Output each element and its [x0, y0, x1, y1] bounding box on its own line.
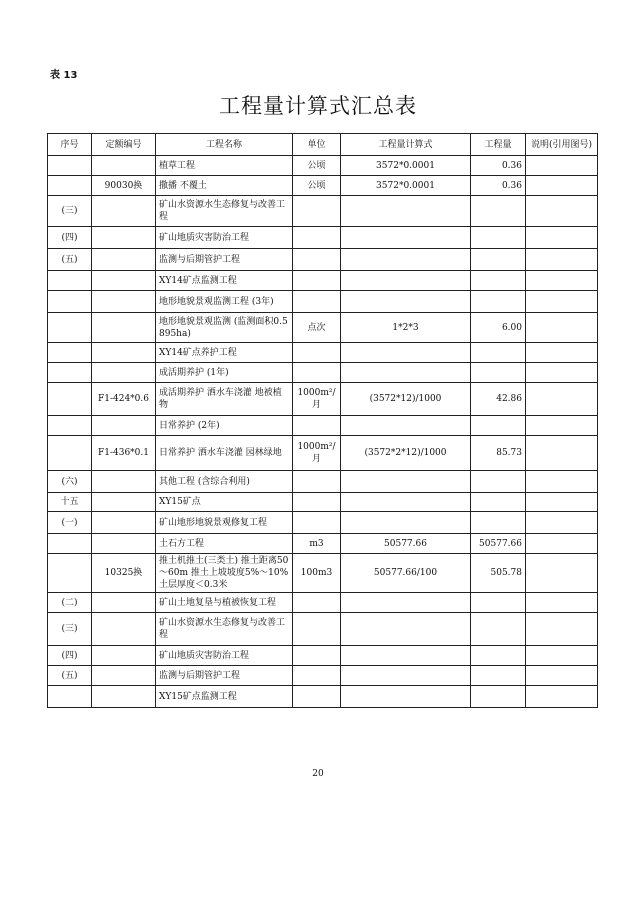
cell-project-name: 矿山地形地貌景观修复工程	[156, 512, 293, 534]
cell-quantity: 50577.66	[471, 534, 526, 554]
cell-project-name: 土石方工程	[156, 534, 293, 554]
cell-project-name: 成活期养护 (1年)	[156, 363, 293, 383]
cell-unit	[293, 512, 341, 534]
table-row	[48, 363, 598, 383]
table-row	[48, 436, 598, 471]
cell-quantity	[471, 471, 526, 493]
cell-quota-code	[92, 227, 156, 249]
cell-quantity	[471, 343, 526, 363]
cell-index: (四)	[48, 227, 92, 249]
cell-unit	[293, 686, 341, 708]
cell-formula	[341, 416, 471, 436]
cell-project-name: 矿山水资源水生态修复与改善工程	[156, 196, 293, 227]
cell-quota-code	[92, 291, 156, 313]
cell-formula: 50577.66/100	[341, 554, 471, 593]
cell-formula: 1*2*3	[341, 313, 471, 343]
cell-unit	[293, 249, 341, 271]
table-row	[48, 227, 598, 249]
cell-formula	[341, 363, 471, 383]
cell-project-name: 撒播 不覆土	[156, 176, 293, 196]
cell-quantity	[471, 291, 526, 313]
cell-quantity	[471, 416, 526, 436]
cell-quantity	[471, 493, 526, 512]
cell-unit	[293, 646, 341, 666]
cell-quota-code	[92, 666, 156, 686]
cell-quantity	[471, 249, 526, 271]
table-row	[48, 271, 598, 291]
cell-unit	[293, 227, 341, 249]
table-row	[48, 646, 598, 666]
cell-index	[48, 436, 92, 471]
cell-index: 十五	[48, 493, 92, 512]
cell-unit: 公顷	[293, 156, 341, 176]
cell-quota-code	[92, 593, 156, 613]
cell-notes	[526, 593, 598, 613]
table-row	[48, 383, 598, 416]
cell-unit: m3	[293, 534, 341, 554]
cell-quantity	[471, 227, 526, 249]
header-row	[48, 134, 598, 156]
table-row	[48, 613, 598, 646]
table-body	[48, 156, 598, 708]
cell-index	[48, 176, 92, 196]
header-cell-notes: 说明(引用图号)	[526, 134, 598, 156]
cell-unit	[293, 196, 341, 227]
cell-notes	[526, 343, 598, 363]
cell-index: (一)	[48, 512, 92, 534]
cell-quantity	[471, 646, 526, 666]
cell-notes	[526, 383, 598, 416]
cell-notes	[526, 554, 598, 593]
table-row	[48, 534, 598, 554]
cell-unit: 公顷	[293, 176, 341, 196]
cell-quantity	[471, 613, 526, 646]
cell-unit: 1000m²/月	[293, 383, 341, 416]
cell-quota-code: 90030换	[92, 176, 156, 196]
cell-formula	[341, 512, 471, 534]
header-cell-index: 序号	[48, 134, 92, 156]
cell-quota-code: F1-436*0.1	[92, 436, 156, 471]
cell-index: (五)	[48, 249, 92, 271]
cell-notes	[526, 249, 598, 271]
cell-unit	[293, 271, 341, 291]
cell-index: (四)	[48, 646, 92, 666]
cell-formula: (3572*2*12)/1000	[341, 436, 471, 471]
cell-project-name: XY15矿点监测工程	[156, 686, 293, 708]
cell-formula: 3572*0.0001	[341, 176, 471, 196]
cell-formula	[341, 271, 471, 291]
cell-quota-code	[92, 613, 156, 646]
cell-formula: 50577.66	[341, 534, 471, 554]
cell-unit: 点次	[293, 313, 341, 343]
cell-index: (三)	[48, 613, 92, 646]
cell-quantity	[471, 666, 526, 686]
cell-quantity: 0.36	[471, 156, 526, 176]
cell-quota-code	[92, 686, 156, 708]
cell-index	[48, 686, 92, 708]
cell-unit	[293, 363, 341, 383]
cell-notes	[526, 666, 598, 686]
table-row	[48, 512, 598, 534]
cell-quota-code	[92, 156, 156, 176]
header-cell-quantity: 工程量	[471, 134, 526, 156]
cell-index	[48, 156, 92, 176]
cell-notes	[526, 493, 598, 512]
cell-notes	[526, 512, 598, 534]
table-row	[48, 313, 598, 343]
table-row	[48, 686, 598, 708]
cell-index: (五)	[48, 666, 92, 686]
cell-quantity: 505.78	[471, 554, 526, 593]
cell-notes	[526, 613, 598, 646]
table-row	[48, 416, 598, 436]
cell-unit: 100m3	[293, 554, 341, 593]
cell-index: (二)	[48, 593, 92, 613]
table-row	[48, 176, 598, 196]
cell-notes	[526, 196, 598, 227]
cell-project-name: 矿山水资源水生态修复与改善工程	[156, 613, 293, 646]
cell-quota-code	[92, 493, 156, 512]
table-label: 表 13	[50, 70, 78, 81]
cell-notes	[526, 156, 598, 176]
cell-unit	[293, 291, 341, 313]
cell-project-name: 地形地貌景观监测工程 (3年)	[156, 291, 293, 313]
cell-quota-code	[92, 512, 156, 534]
cell-unit	[293, 666, 341, 686]
cell-formula	[341, 249, 471, 271]
cell-quota-code	[92, 534, 156, 554]
cell-notes	[526, 436, 598, 471]
cell-formula	[341, 666, 471, 686]
cell-quantity: 6.00	[471, 313, 526, 343]
cell-quantity: 0.36	[471, 176, 526, 196]
header-cell-unit: 单位	[293, 134, 341, 156]
cell-unit	[293, 416, 341, 436]
cell-formula	[341, 493, 471, 512]
cell-quota-code	[92, 343, 156, 363]
cell-notes	[526, 686, 598, 708]
cell-index	[48, 291, 92, 313]
cell-quota-code	[92, 646, 156, 666]
cell-formula	[341, 593, 471, 613]
cell-formula	[341, 613, 471, 646]
cell-quantity: 42.86	[471, 383, 526, 416]
cell-project-name: 矿山地质灾害防治工程	[156, 646, 293, 666]
cell-project-name: 矿山地质灾害防治工程	[156, 227, 293, 249]
cell-unit	[293, 493, 341, 512]
cell-project-name: 植草工程	[156, 156, 293, 176]
cell-quota-code	[92, 271, 156, 291]
cell-project-name: 监测与后期管护工程	[156, 249, 293, 271]
cell-project-name: 地形地貌景观监测 (监测面积0.5895ha)	[156, 313, 293, 343]
table-row	[48, 666, 598, 686]
table-row	[48, 291, 598, 313]
cell-quota-code	[92, 196, 156, 227]
cell-index	[48, 343, 92, 363]
cell-project-name: 推土机推土(三类土) 推土距离50～60m 推土上坡坡度5%～10% 土层厚度＜0.3米	[156, 554, 293, 593]
cell-index	[48, 313, 92, 343]
cell-unit	[293, 613, 341, 646]
cell-project-name: 成活期养护 洒水车浇灌 地被植物	[156, 383, 293, 416]
table-row	[48, 249, 598, 271]
cell-project-name: XY15矿点	[156, 493, 293, 512]
header-cell-quota-code: 定额编号	[92, 134, 156, 156]
cell-quota-code	[92, 471, 156, 493]
cell-index	[48, 554, 92, 593]
cell-formula: (3572*12)/1000	[341, 383, 471, 416]
cell-formula	[341, 686, 471, 708]
table-row	[48, 593, 598, 613]
cell-quota-code: F1-424*0.6	[92, 383, 156, 416]
cell-project-name: 矿山土地复垦与植被恢复工程	[156, 593, 293, 613]
table-row	[48, 493, 598, 512]
cell-project-name: 日常养护 洒水车浇灌 园林绿地	[156, 436, 293, 471]
cell-notes	[526, 291, 598, 313]
cell-quantity	[471, 686, 526, 708]
quantity-summary-table	[47, 133, 598, 708]
cell-project-name: 日常养护 (2年)	[156, 416, 293, 436]
cell-formula: 3572*0.0001	[341, 156, 471, 176]
cell-quota-code	[92, 363, 156, 383]
cell-quota-code	[92, 249, 156, 271]
cell-notes	[526, 471, 598, 493]
cell-index	[48, 416, 92, 436]
table-row	[48, 196, 598, 227]
header-cell-formula: 工程量计算式	[341, 134, 471, 156]
cell-unit	[293, 471, 341, 493]
cell-formula	[341, 646, 471, 666]
cell-index: (六)	[48, 471, 92, 493]
cell-formula	[341, 291, 471, 313]
cell-quota-code	[92, 313, 156, 343]
cell-formula	[341, 227, 471, 249]
cell-index	[48, 271, 92, 291]
cell-quantity	[471, 512, 526, 534]
cell-quantity	[471, 196, 526, 227]
cell-notes	[526, 313, 598, 343]
cell-notes	[526, 646, 598, 666]
table-row	[48, 554, 598, 593]
cell-index	[48, 383, 92, 416]
cell-formula	[341, 343, 471, 363]
page-number: 20	[312, 769, 324, 779]
cell-notes	[526, 176, 598, 196]
cell-project-name: 其他工程 (含综合利用)	[156, 471, 293, 493]
cell-quantity	[471, 271, 526, 291]
cell-quota-code: 10325换	[92, 554, 156, 593]
cell-notes	[526, 363, 598, 383]
header-cell-project-name: 工程名称	[156, 134, 293, 156]
cell-quantity: 85.73	[471, 436, 526, 471]
cell-formula	[341, 196, 471, 227]
cell-notes	[526, 271, 598, 291]
cell-formula	[341, 471, 471, 493]
cell-project-name: 监测与后期管护工程	[156, 666, 293, 686]
cell-notes	[526, 227, 598, 249]
cell-notes	[526, 534, 598, 554]
cell-notes	[526, 416, 598, 436]
table-row	[48, 156, 598, 176]
cell-project-name: XY14矿点养护工程	[156, 343, 293, 363]
table-row	[48, 343, 598, 363]
cell-index: (三)	[48, 196, 92, 227]
cell-quota-code	[92, 416, 156, 436]
cell-unit: 1000m²/月	[293, 436, 341, 471]
document-title: 工程量计算式汇总表	[219, 94, 417, 118]
cell-index	[48, 534, 92, 554]
table-row	[48, 471, 598, 493]
cell-project-name: XY14矿点监测工程	[156, 271, 293, 291]
cell-quantity	[471, 593, 526, 613]
cell-unit	[293, 593, 341, 613]
cell-unit	[293, 343, 341, 363]
cell-quantity	[471, 363, 526, 383]
cell-index	[48, 363, 92, 383]
